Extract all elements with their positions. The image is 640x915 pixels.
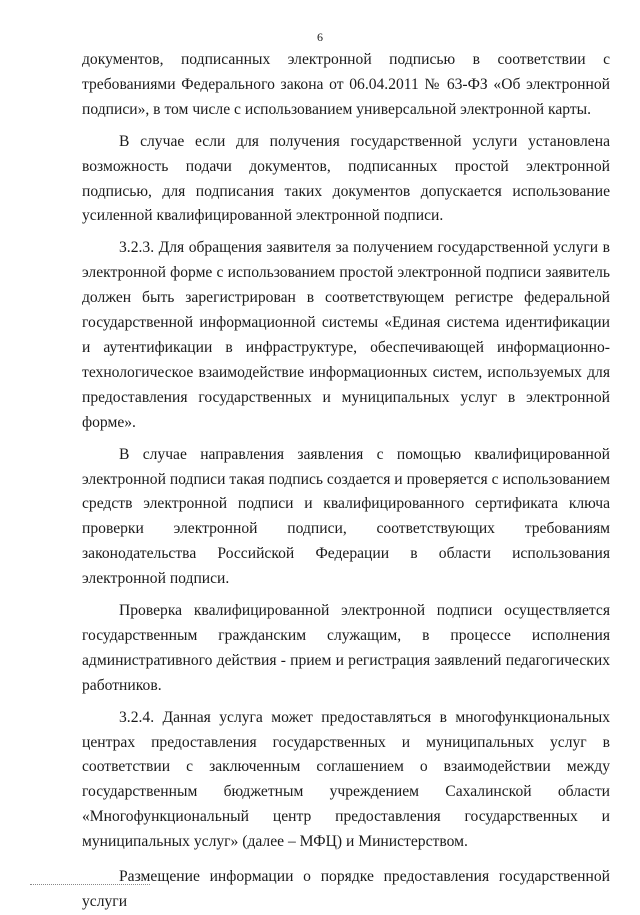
paragraph-simple-signature: В случае если для получения государственной услуги установлена возможность подачи документов, подписанных простой электронной подписью, для подписания таких документов допускается использование усиленной квалифицированной электронной подписи. [82,132,610,225]
paragraph-signature-verification: Проверка квалифицированной электронной подписи осуществляется государственным гражданским служащим, в процессе исполнения административного действия - прием и регистрация заявлений педагогических работников. [82,602,610,694]
scan-artifact [30,884,150,887]
paragraph-3-2-4: 3.2.4. Данная услуга может предоставляться в многофункциональных центрах предоставления государственных и муниципальных услуг в соответствии с заключенным соглашением о взаимодействии между государственным бюджетным учреждением Сахалинской области «Многофункциональный центр предоставления государственных и муниципальных услуг» (далее – МФЦ) и Министерством. [82,708,610,851]
paragraph-3-2-3: 3.2.3. Для обращения заявителя за получением государственной услуги в электронной форме с использованием простой электронной подписи заявитель должен быть зарегистрирован в соответствующем регистре федеральной государственной информационной системы «Единая система идентификации и аутентификации в инфраструктуре, обеспечивающей информационно-технологическое взаимодействие информационных систем, используемых для предоставления государственных и муниципальных услуг в электронной форме». [82,239,610,431]
page-number: 6 [317,30,323,44]
paragraph-qualified-signature: В случае направления заявления с помощью квалифицированной электронной подписи такая подпись создается и проверяется с использованием средств электронной подписи и квалифицированного сертификата ключа проверки электронной подписи, соответствующих требованиям законодательства Российской Федерации в области использования электронной подписи. [82,445,610,588]
document-body [82,48,610,915]
paragraph-continuation: документов, подписанных электронной подписью в соответствии с требованиями Федерального закона от 06.04.2011 № 63-ФЗ «Об электронной подписи», в том числе с использованием универсальной электронной карты. [82,51,610,118]
paragraph-information-placement: Размещение информации о порядке предоставления государственной услуги [82,868,610,910]
